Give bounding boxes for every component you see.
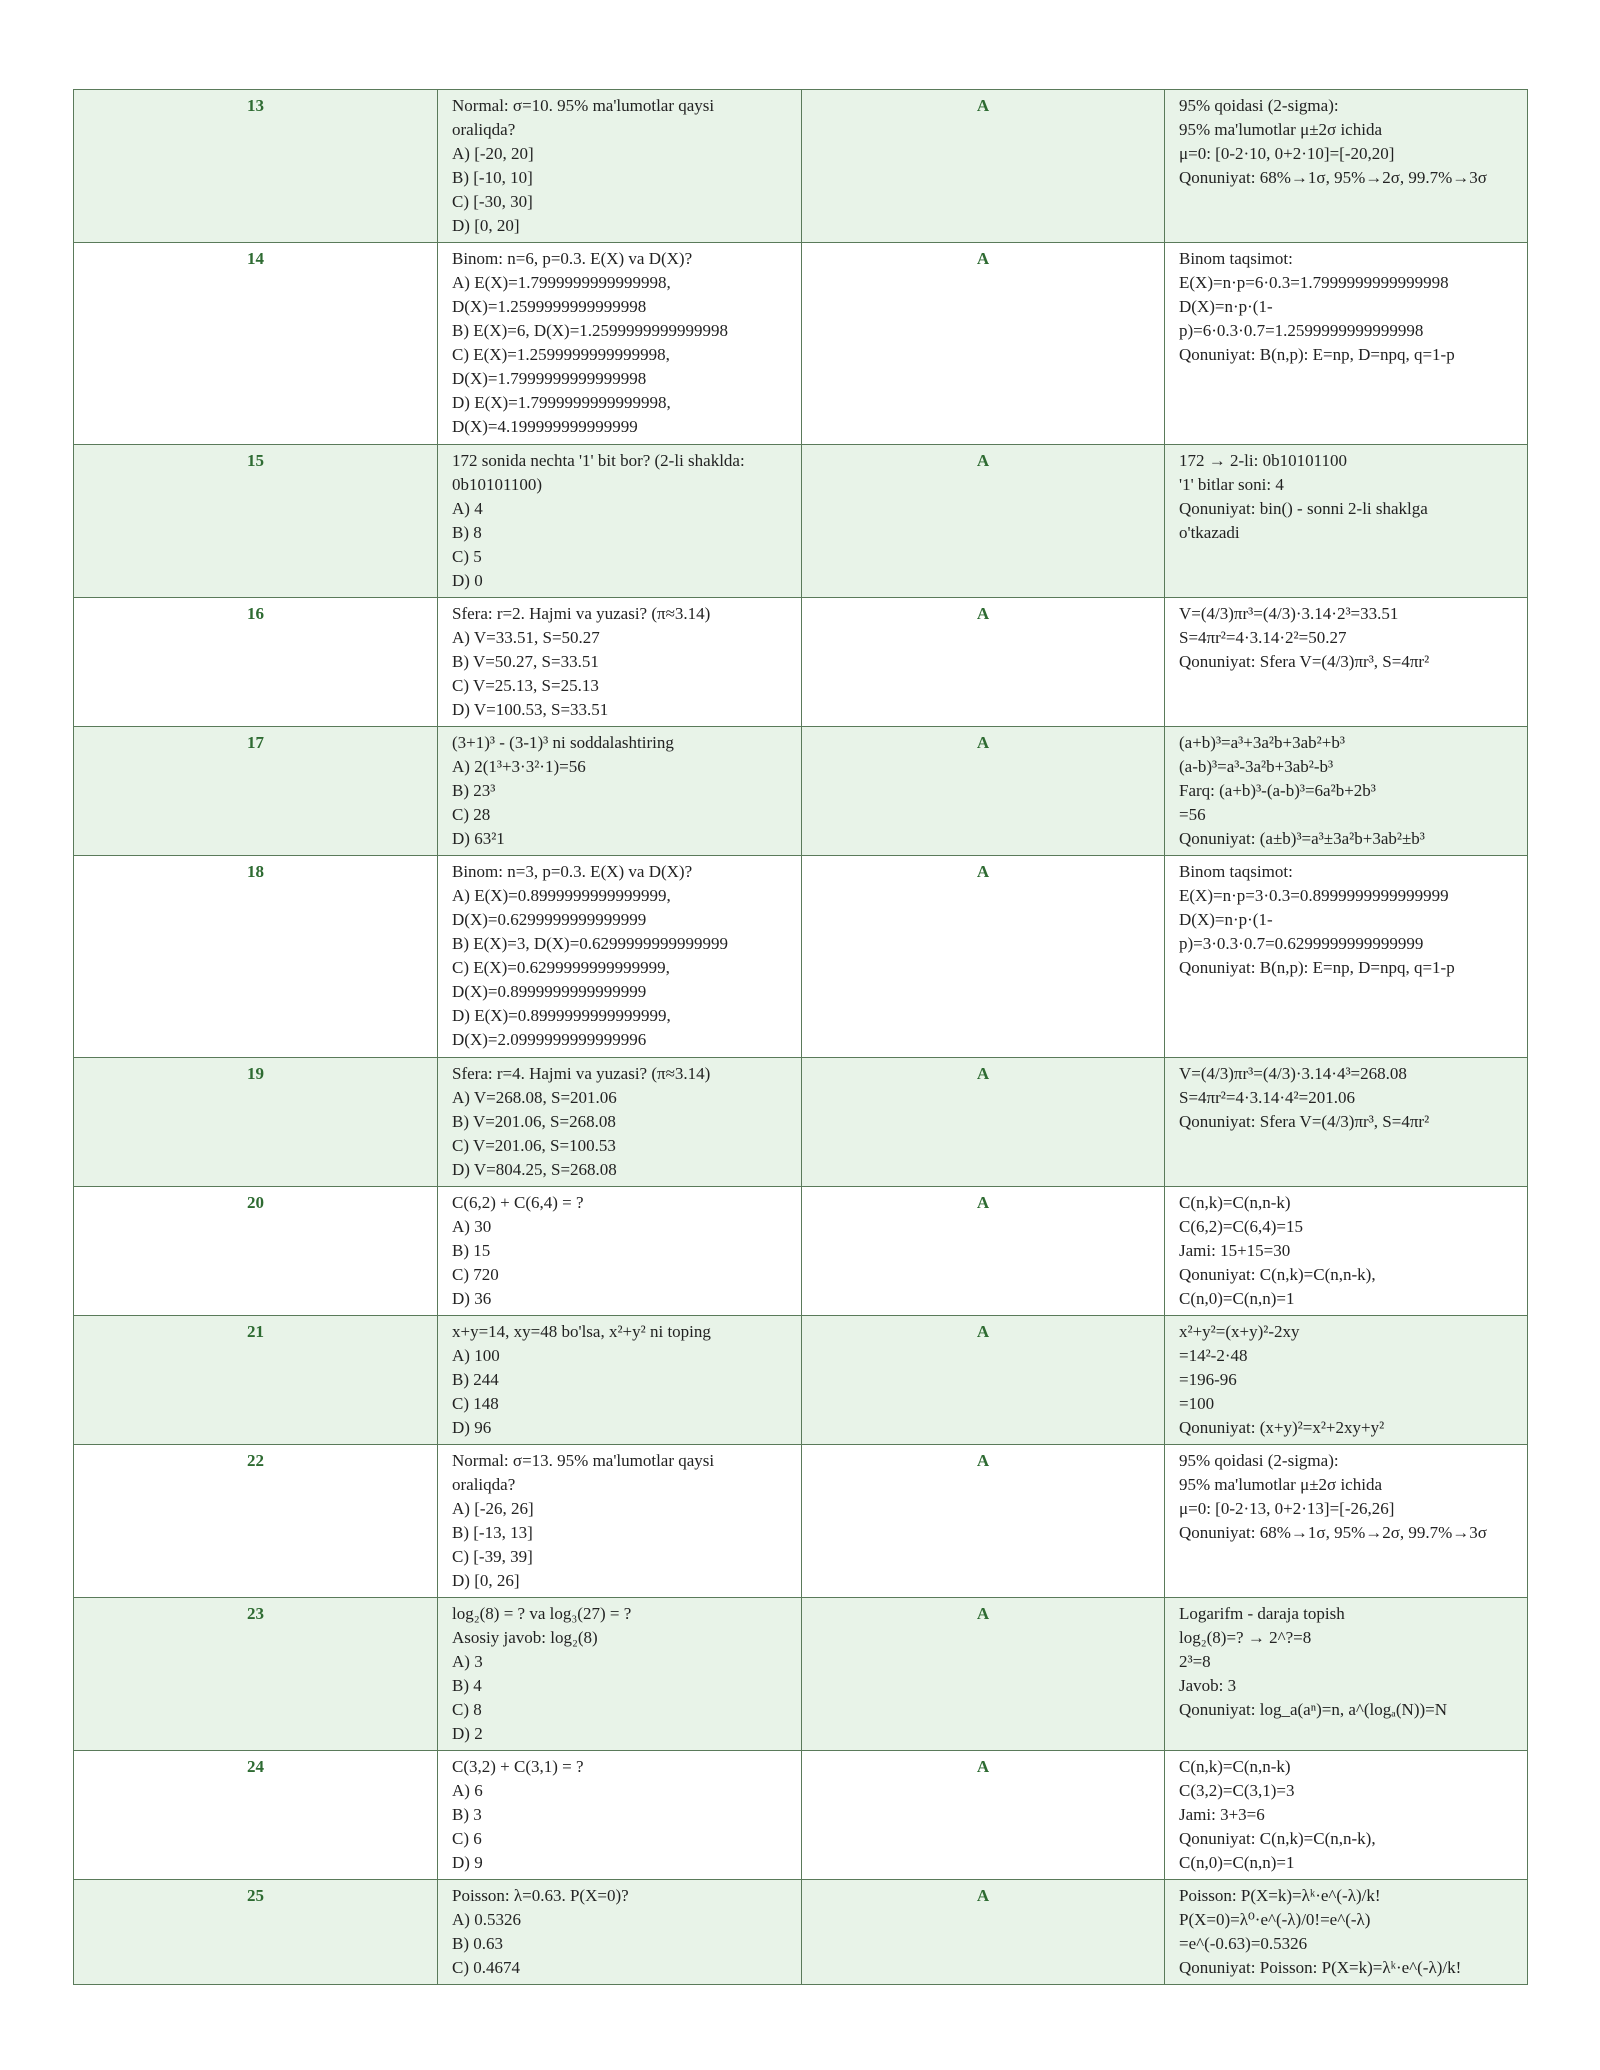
- explanation-line: =56: [1179, 805, 1206, 824]
- explanation-line: p)=3·0.3·0.7=0.6299999999999999: [1179, 934, 1424, 953]
- table-body: [74, 90, 1528, 1985]
- question-line: D) E(X)=1.7999999999999998,: [452, 393, 671, 412]
- question-number: 15: [74, 445, 438, 598]
- explanation-cell: [1165, 598, 1528, 727]
- question-cell: [438, 856, 802, 1058]
- answer-letter: A: [802, 243, 1165, 445]
- explanation-line: Farq: (a+b)³-(a-b)³=6a²b+2b³: [1179, 781, 1376, 800]
- question-line: B) [-10, 10]: [452, 168, 533, 187]
- explanation-line: S=4πr²=4·3.14·2²=50.27: [1179, 628, 1347, 647]
- question-line: C) V=25.13, S=25.13: [452, 676, 599, 695]
- question-line: B) 244: [452, 1370, 499, 1389]
- question-line: A) V=268.08, S=201.06: [452, 1088, 617, 1107]
- question-line: B) [-13, 13]: [452, 1523, 533, 1542]
- explanation-line: 172 → 2-li: 0b10101100: [1179, 451, 1347, 470]
- table-row: [74, 727, 1528, 856]
- question-cell: [438, 90, 802, 243]
- question-line: C) 720: [452, 1265, 499, 1284]
- question-line: D) 2: [452, 1724, 483, 1743]
- explanation-line: Javob: 3: [1179, 1676, 1237, 1695]
- explanation-line: =196-96: [1179, 1370, 1237, 1389]
- explanation-line: D(X)=n·p·(1-: [1179, 297, 1273, 316]
- question-line: D) 63²1: [452, 829, 505, 848]
- question-line: C) E(X)=0.6299999999999999,: [452, 958, 670, 977]
- explanation-line: 95% ma'lumotlar μ±2σ ichida: [1179, 1475, 1382, 1494]
- question-line: A) [-26, 26]: [452, 1499, 534, 1518]
- question-number: 20: [74, 1187, 438, 1316]
- table-row: [74, 1445, 1528, 1598]
- question-line: D) E(X)=0.8999999999999999,: [452, 1006, 671, 1025]
- question-cell: [438, 1751, 802, 1880]
- question-line: D) V=804.25, S=268.08: [452, 1160, 617, 1179]
- explanation-cell: [1165, 90, 1528, 243]
- question-line: B) 3: [452, 1805, 482, 1824]
- question-number: 17: [74, 727, 438, 856]
- explanation-line: Qonuniyat: Poisson: P(X=k)=λᵏ·e^(-λ)/k!: [1179, 1958, 1462, 1977]
- question-cell: [438, 727, 802, 856]
- question-line: Sfera: r=2. Hajmi va yuzasi? (π≈3.14): [452, 604, 711, 623]
- question-cell: [438, 1316, 802, 1445]
- explanation-line: (a-b)³=a³-3a²b+3ab²-b³: [1179, 757, 1334, 776]
- question-line: 0b10101100): [452, 475, 543, 494]
- table-row: [74, 1598, 1528, 1751]
- explanation-cell: [1165, 1880, 1528, 1985]
- question-line: Normal: σ=10. 95% ma'lumotlar qaysi: [452, 96, 715, 115]
- question-line: B) 4: [452, 1676, 482, 1695]
- question-line: C) E(X)=1.2599999999999998,: [452, 345, 670, 364]
- explanation-line: Poisson: P(X=k)=λᵏ·e^(-λ)/k!: [1179, 1886, 1381, 1905]
- explanation-line: 2³=8: [1179, 1652, 1211, 1671]
- question-line: D) 36: [452, 1289, 492, 1308]
- question-number: 21: [74, 1316, 438, 1445]
- question-line: D(X)=0.8999999999999999: [452, 982, 647, 1001]
- explanation-line: Qonuniyat: Sfera V=(4/3)πr³, S=4πr²: [1179, 1112, 1430, 1131]
- explanation-cell: [1165, 445, 1528, 598]
- explanation-line: =100: [1179, 1394, 1215, 1413]
- explanation-line: '1' bitlar soni: 4: [1179, 475, 1284, 494]
- explanation-cell: [1165, 1598, 1528, 1751]
- question-number: 18: [74, 856, 438, 1058]
- explanation-line: o'tkazadi: [1179, 523, 1240, 542]
- question-line: B) 8: [452, 523, 482, 542]
- question-line: A) 4: [452, 499, 483, 518]
- question-line: C) 28: [452, 805, 491, 824]
- question-number: 13: [74, 90, 438, 243]
- question-line: A) 30: [452, 1217, 492, 1236]
- table-row: [74, 243, 1528, 445]
- explanation-line: 95% qoidasi (2-sigma):: [1179, 1451, 1339, 1470]
- question-line: B) V=201.06, S=268.08: [452, 1112, 616, 1131]
- explanation-line: Qonuniyat: (x+y)²=x²+2xy+y²: [1179, 1418, 1385, 1437]
- explanation-line: C(n,0)=C(n,n)=1: [1179, 1853, 1295, 1872]
- question-line: A) 2(1³+3·3²·1)=56: [452, 757, 586, 776]
- answer-letter: A: [802, 1316, 1165, 1445]
- explanation-cell: [1165, 856, 1528, 1058]
- answer-letter: A: [802, 856, 1165, 1058]
- answer-letter: A: [802, 1598, 1165, 1751]
- explanation-line: μ=0: [0-2·10, 0+2·10]=[-20,20]: [1179, 144, 1395, 163]
- question-line: Sfera: r=4. Hajmi va yuzasi? (π≈3.14): [452, 1064, 711, 1083]
- question-line: A) E(X)=1.7999999999999998,: [452, 273, 671, 292]
- question-line: oraliqda?: [452, 120, 516, 139]
- explanation-line: E(X)=n·p=3·0.3=0.8999999999999999: [1179, 886, 1449, 905]
- question-line: C(3,2) + C(3,1) = ?: [452, 1757, 584, 1776]
- explanation-line: C(n,0)=C(n,n)=1: [1179, 1289, 1295, 1308]
- explanation-line: Qonuniyat: 68%→1σ, 95%→2σ, 99.7%→3σ: [1179, 1523, 1487, 1542]
- question-cell: [438, 445, 802, 598]
- question-line: C) 6: [452, 1829, 482, 1848]
- explanation-cell: [1165, 1751, 1528, 1880]
- question-line: D) [0, 26]: [452, 1571, 520, 1590]
- explanation-line: Jami: 15+15=30: [1179, 1241, 1291, 1260]
- question-line: D(X)=0.6299999999999999: [452, 910, 647, 929]
- explanation-cell: [1165, 1316, 1528, 1445]
- explanation-line: =14²-2·48: [1179, 1346, 1248, 1365]
- question-number: 22: [74, 1445, 438, 1598]
- explanation-line: C(6,2)=C(6,4)=15: [1179, 1217, 1303, 1236]
- explanation-line: V=(4/3)πr³=(4/3)·3.14·4³=268.08: [1179, 1064, 1407, 1083]
- question-line: Asosiy javob: log₂(8): [452, 1628, 598, 1647]
- explanation-line: Binom taqsimot:: [1179, 249, 1293, 268]
- question-line: B) 15: [452, 1241, 491, 1260]
- question-number: 23: [74, 1598, 438, 1751]
- question-cell: [438, 598, 802, 727]
- question-cell: [438, 1445, 802, 1598]
- answer-letter: A: [802, 90, 1165, 243]
- explanation-line: Qonuniyat: log_a(aⁿ)=n, a^(logₐ(N))=N: [1179, 1700, 1447, 1719]
- question-line: A) 3: [452, 1652, 483, 1671]
- question-line: A) 100: [452, 1346, 500, 1365]
- question-number: 14: [74, 243, 438, 445]
- question-line: Binom: n=6, p=0.3. E(X) va D(X)?: [452, 249, 693, 268]
- question-line: Binom: n=3, p=0.3. E(X) va D(X)?: [452, 862, 693, 881]
- table-row: [74, 90, 1528, 243]
- question-number: 24: [74, 1751, 438, 1880]
- table-row: [74, 856, 1528, 1058]
- explanation-cell: [1165, 1058, 1528, 1187]
- explanation-line: Qonuniyat: B(n,p): E=np, D=npq, q=1-p: [1179, 345, 1455, 364]
- question-line: D) 96: [452, 1418, 492, 1437]
- question-line: D) 9: [452, 1853, 483, 1872]
- explanation-line: p)=6·0.3·0.7=1.2599999999999998: [1179, 321, 1424, 340]
- question-line: C) 0.4674: [452, 1958, 520, 1977]
- question-line: D) V=100.53, S=33.51: [452, 700, 609, 719]
- explanation-cell: [1165, 727, 1528, 856]
- table-row: [74, 1751, 1528, 1880]
- answer-letter: A: [802, 1058, 1165, 1187]
- explanation-line: Qonuniyat: Sfera V=(4/3)πr³, S=4πr²: [1179, 652, 1430, 671]
- explanation-line: Qonuniyat: 68%→1σ, 95%→2σ, 99.7%→3σ: [1179, 168, 1487, 187]
- question-line: C) 8: [452, 1700, 482, 1719]
- explanation-line: 95% qoidasi (2-sigma):: [1179, 96, 1339, 115]
- question-line: C) V=201.06, S=100.53: [452, 1136, 616, 1155]
- explanation-line: S=4πr²=4·3.14·4²=201.06: [1179, 1088, 1355, 1107]
- question-line: B) 23³: [452, 781, 496, 800]
- answer-letter: A: [802, 598, 1165, 727]
- question-line: Poisson: λ=0.63. P(X=0)?: [452, 1886, 629, 1905]
- question-cell: [438, 1598, 802, 1751]
- table-row: [74, 1880, 1528, 1985]
- explanation-line: Jami: 3+3=6: [1179, 1805, 1265, 1824]
- answer-letter: A: [802, 1187, 1165, 1316]
- explanation-line: Qonuniyat: C(n,k)=C(n,n-k),: [1179, 1265, 1376, 1284]
- explanation-line: (a+b)³=a³+3a²b+3ab²+b³: [1179, 733, 1345, 752]
- question-line: B) E(X)=3, D(X)=0.6299999999999999: [452, 934, 729, 953]
- explanation-line: C(n,k)=C(n,n-k): [1179, 1757, 1291, 1776]
- explanation-line: Logarifm - daraja topish: [1179, 1604, 1345, 1623]
- table-row: [74, 445, 1528, 598]
- explanation-line: C(n,k)=C(n,n-k): [1179, 1193, 1291, 1212]
- question-line: A) 6: [452, 1781, 483, 1800]
- explanation-line: Binom taqsimot:: [1179, 862, 1293, 881]
- question-line: D(X)=2.0999999999999996: [452, 1030, 647, 1049]
- table-row: [74, 1187, 1528, 1316]
- question-line: 172 sonida nechta '1' bit bor? (2-li shaklda:: [452, 451, 745, 470]
- question-line: oraliqda?: [452, 1475, 516, 1494]
- explanation-line: μ=0: [0-2·13, 0+2·13]=[-26,26]: [1179, 1499, 1395, 1518]
- table-row: [74, 1316, 1528, 1445]
- explanation-cell: [1165, 243, 1528, 445]
- question-line: A) E(X)=0.8999999999999999,: [452, 886, 671, 905]
- answer-letter: A: [802, 1445, 1165, 1598]
- question-line: B) E(X)=6, D(X)=1.2599999999999998: [452, 321, 729, 340]
- explanation-line: log₂(8)=? → 2^?=8: [1179, 1628, 1312, 1647]
- question-line: D(X)=4.199999999999999: [452, 417, 638, 436]
- table-row: [74, 598, 1528, 727]
- explanation-line: E(X)=n·p=6·0.3=1.7999999999999998: [1179, 273, 1449, 292]
- question-line: D(X)=1.7999999999999998: [452, 369, 647, 388]
- answer-letter: A: [802, 1751, 1165, 1880]
- explanation-line: Qonuniyat: C(n,k)=C(n,n-k),: [1179, 1829, 1376, 1848]
- explanation-line: V=(4/3)πr³=(4/3)·3.14·2³=33.51: [1179, 604, 1399, 623]
- explanation-line: P(X=0)=λ⁰·e^(-λ)/0!=e^(-λ): [1179, 1910, 1371, 1929]
- question-line: A) 0.5326: [452, 1910, 521, 1929]
- explanation-line: =e^(-0.63)=0.5326: [1179, 1934, 1308, 1953]
- question-line: C) 148: [452, 1394, 499, 1413]
- question-line: A) V=33.51, S=50.27: [452, 628, 600, 647]
- explanation-line: Qonuniyat: (a±b)³=a³±3a²b+3ab²±b³: [1179, 829, 1425, 848]
- question-line: log₂(8) = ? va log₃(27) = ?: [452, 1604, 632, 1623]
- question-number: 19: [74, 1058, 438, 1187]
- question-line: C) 5: [452, 547, 482, 566]
- question-line: B) V=50.27, S=33.51: [452, 652, 599, 671]
- explanation-line: x²+y²=(x+y)²-2xy: [1179, 1322, 1300, 1341]
- answers-table: [73, 89, 1528, 1985]
- question-line: x+y=14, xy=48 bo'lsa, x²+y² ni toping: [452, 1322, 711, 1341]
- table-row: [74, 1058, 1528, 1187]
- question-line: B) 0.63: [452, 1934, 503, 1953]
- question-line: D) [0, 20]: [452, 216, 520, 235]
- answer-letter: A: [802, 445, 1165, 598]
- explanation-line: C(3,2)=C(3,1)=3: [1179, 1781, 1295, 1800]
- explanation-cell: [1165, 1445, 1528, 1598]
- question-cell: [438, 1058, 802, 1187]
- question-line: C(6,2) + C(6,4) = ?: [452, 1193, 584, 1212]
- question-cell: [438, 1880, 802, 1985]
- question-number: 16: [74, 598, 438, 727]
- answer-letter: A: [802, 1880, 1165, 1985]
- question-line: (3+1)³ - (3-1)³ ni soddalashtiring: [452, 733, 674, 752]
- question-line: A) [-20, 20]: [452, 144, 534, 163]
- explanation-line: D(X)=n·p·(1-: [1179, 910, 1273, 929]
- question-cell: [438, 1187, 802, 1316]
- question-line: D) 0: [452, 571, 483, 590]
- explanation-cell: [1165, 1187, 1528, 1316]
- question-line: C) [-39, 39]: [452, 1547, 533, 1566]
- explanation-line: Qonuniyat: B(n,p): E=np, D=npq, q=1-p: [1179, 958, 1455, 977]
- explanation-line: Qonuniyat: bin() - sonni 2-li shaklga: [1179, 499, 1428, 518]
- question-line: C) [-30, 30]: [452, 192, 533, 211]
- question-line: D(X)=1.2599999999999998: [452, 297, 647, 316]
- question-cell: [438, 243, 802, 445]
- question-number: 25: [74, 1880, 438, 1985]
- answer-letter: A: [802, 727, 1165, 856]
- explanation-line: 95% ma'lumotlar μ±2σ ichida: [1179, 120, 1382, 139]
- question-line: Normal: σ=13. 95% ma'lumotlar qaysi: [452, 1451, 715, 1470]
